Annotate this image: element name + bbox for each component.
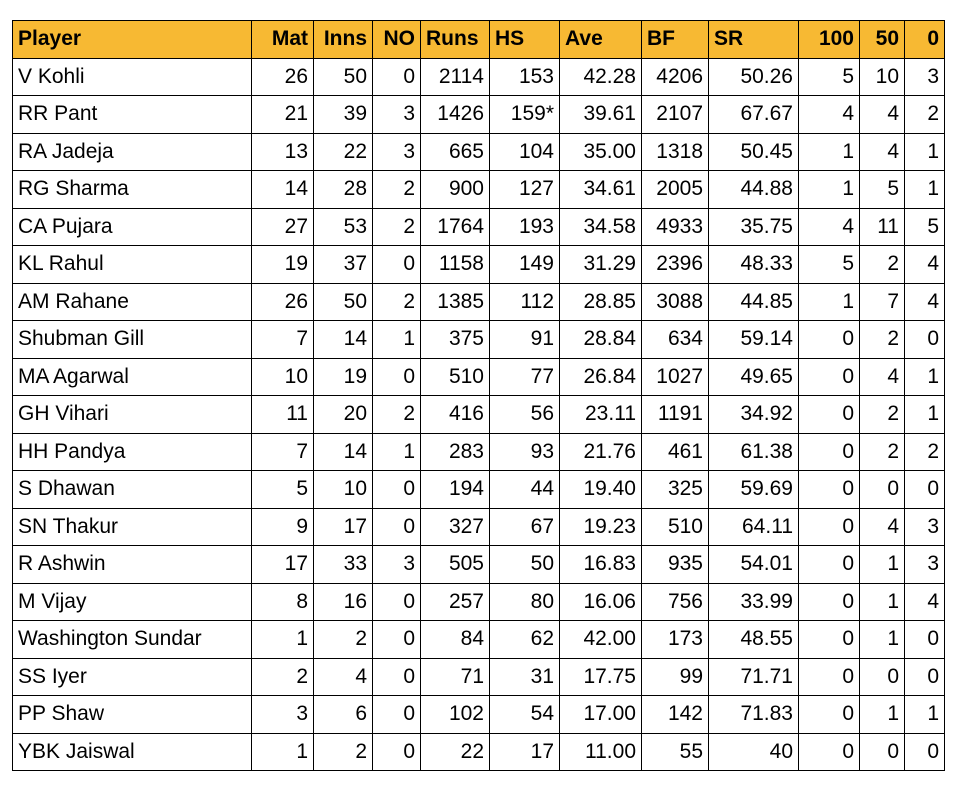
cell-fifties: 2 [860, 321, 905, 359]
cell-mat: 2 [252, 658, 314, 696]
cell-ave: 28.84 [560, 321, 642, 359]
cell-mat: 7 [252, 321, 314, 359]
table-row [13, 658, 945, 696]
cell-runs: 102 [421, 696, 490, 734]
column-header-hundreds: 100 [799, 21, 860, 59]
cell-hs: 56 [490, 396, 560, 434]
cell-fifties: 1 [860, 696, 905, 734]
cell-runs: 84 [421, 621, 490, 659]
cell-sr: 59.14 [709, 321, 799, 359]
cell-inns: 4 [314, 658, 373, 696]
column-header-fifties: 50 [860, 21, 905, 59]
cell-sr: 64.11 [709, 508, 799, 546]
cell-player: YBK Jaiswal [13, 733, 252, 771]
cell-hundreds: 0 [799, 621, 860, 659]
table-row [13, 433, 945, 471]
cell-player: RA Jadeja [13, 133, 252, 171]
cell-inns: 20 [314, 396, 373, 434]
cell-inns: 28 [314, 171, 373, 209]
cell-sr: 50.45 [709, 133, 799, 171]
cell-mat: 5 [252, 471, 314, 509]
cell-bf: 634 [642, 321, 709, 359]
cell-ducks: 1 [905, 133, 945, 171]
cell-sr: 67.67 [709, 96, 799, 134]
cell-no: 0 [373, 733, 421, 771]
cell-mat: 7 [252, 433, 314, 471]
cell-hs: 67 [490, 508, 560, 546]
cell-ave: 39.61 [560, 96, 642, 134]
cell-runs: 22 [421, 733, 490, 771]
cell-player: RR Pant [13, 96, 252, 134]
cell-sr: 71.83 [709, 696, 799, 734]
cell-hs: 93 [490, 433, 560, 471]
cell-fifties: 1 [860, 546, 905, 584]
cell-no: 3 [373, 546, 421, 584]
cell-sr: 71.71 [709, 658, 799, 696]
cell-player: Washington Sundar [13, 621, 252, 659]
cell-ducks: 0 [905, 471, 945, 509]
cell-fifties: 11 [860, 208, 905, 246]
cell-bf: 2005 [642, 171, 709, 209]
cell-ave: 35.00 [560, 133, 642, 171]
cell-ave: 16.83 [560, 546, 642, 584]
cell-sr: 40 [709, 733, 799, 771]
cell-ave: 11.00 [560, 733, 642, 771]
cell-hundreds: 0 [799, 658, 860, 696]
cell-no: 1 [373, 433, 421, 471]
cell-hundreds: 0 [799, 433, 860, 471]
cell-hundreds: 1 [799, 171, 860, 209]
column-header-player: Player [13, 21, 252, 59]
cell-no: 0 [373, 583, 421, 621]
table-row [13, 583, 945, 621]
column-header-bf: BF [642, 21, 709, 59]
column-header-hs: HS [490, 21, 560, 59]
cell-no: 3 [373, 96, 421, 134]
cell-runs: 416 [421, 396, 490, 434]
cell-hs: 50 [490, 546, 560, 584]
cell-hundreds: 0 [799, 696, 860, 734]
cell-runs: 257 [421, 583, 490, 621]
cell-fifties: 0 [860, 471, 905, 509]
cell-fifties: 4 [860, 358, 905, 396]
cell-no: 0 [373, 246, 421, 284]
cell-inns: 10 [314, 471, 373, 509]
cell-hundreds: 0 [799, 546, 860, 584]
cell-mat: 1 [252, 733, 314, 771]
cell-no: 3 [373, 133, 421, 171]
cell-ducks: 4 [905, 283, 945, 321]
cell-ducks: 3 [905, 546, 945, 584]
cell-ducks: 4 [905, 583, 945, 621]
table-row [13, 358, 945, 396]
cell-ducks: 0 [905, 321, 945, 359]
cell-hundreds: 4 [799, 96, 860, 134]
cell-fifties: 5 [860, 171, 905, 209]
cell-no: 0 [373, 621, 421, 659]
cell-player: CA Pujara [13, 208, 252, 246]
cell-hs: 112 [490, 283, 560, 321]
cell-ave: 26.84 [560, 358, 642, 396]
batting-stats-table [12, 20, 945, 771]
cell-hs: 17 [490, 733, 560, 771]
cell-hs: 31 [490, 658, 560, 696]
cell-player: SS Iyer [13, 658, 252, 696]
cell-hs: 104 [490, 133, 560, 171]
cell-fifties: 2 [860, 396, 905, 434]
cell-no: 0 [373, 471, 421, 509]
table-row [13, 546, 945, 584]
cell-runs: 510 [421, 358, 490, 396]
cell-player: KL Rahul [13, 246, 252, 284]
cell-bf: 2107 [642, 96, 709, 134]
cell-hs: 193 [490, 208, 560, 246]
cell-hs: 44 [490, 471, 560, 509]
cell-no: 2 [373, 171, 421, 209]
column-header-ave: Ave [560, 21, 642, 59]
cell-mat: 11 [252, 396, 314, 434]
cell-inns: 33 [314, 546, 373, 584]
cell-inns: 6 [314, 696, 373, 734]
cell-mat: 17 [252, 546, 314, 584]
cell-fifties: 1 [860, 621, 905, 659]
cell-runs: 375 [421, 321, 490, 359]
cell-sr: 59.69 [709, 471, 799, 509]
cell-hs: 127 [490, 171, 560, 209]
cell-mat: 21 [252, 96, 314, 134]
cell-no: 2 [373, 396, 421, 434]
column-header-no: NO [373, 21, 421, 59]
cell-hundreds: 1 [799, 133, 860, 171]
cell-runs: 283 [421, 433, 490, 471]
cell-no: 0 [373, 658, 421, 696]
cell-inns: 19 [314, 358, 373, 396]
cell-runs: 1385 [421, 283, 490, 321]
cell-inns: 50 [314, 58, 373, 96]
table-row [13, 171, 945, 209]
cell-player: SN Thakur [13, 508, 252, 546]
cell-sr: 48.55 [709, 621, 799, 659]
cell-fifties: 0 [860, 658, 905, 696]
cell-ducks: 0 [905, 658, 945, 696]
cell-ducks: 2 [905, 96, 945, 134]
column-header-mat: Mat [252, 21, 314, 59]
cell-runs: 1426 [421, 96, 490, 134]
cell-ave: 19.23 [560, 508, 642, 546]
cell-hundreds: 5 [799, 58, 860, 96]
column-header-sr: SR [709, 21, 799, 59]
cell-bf: 1318 [642, 133, 709, 171]
cell-mat: 1 [252, 621, 314, 659]
cell-bf: 756 [642, 583, 709, 621]
cell-sr: 44.88 [709, 171, 799, 209]
cell-ave: 17.00 [560, 696, 642, 734]
cell-ducks: 5 [905, 208, 945, 246]
cell-inns: 53 [314, 208, 373, 246]
cell-no: 1 [373, 321, 421, 359]
table-body [13, 58, 945, 771]
cell-mat: 8 [252, 583, 314, 621]
cell-ave: 34.58 [560, 208, 642, 246]
table-row [13, 621, 945, 659]
cell-ducks: 0 [905, 733, 945, 771]
cell-bf: 2396 [642, 246, 709, 284]
cell-ave: 23.11 [560, 396, 642, 434]
cell-hs: 159* [490, 96, 560, 134]
column-header-runs: Runs [421, 21, 490, 59]
cell-fifties: 2 [860, 246, 905, 284]
cell-mat: 9 [252, 508, 314, 546]
cell-sr: 54.01 [709, 546, 799, 584]
cell-mat: 10 [252, 358, 314, 396]
cell-hs: 80 [490, 583, 560, 621]
cell-mat: 13 [252, 133, 314, 171]
cell-runs: 1158 [421, 246, 490, 284]
cell-ave: 16.06 [560, 583, 642, 621]
cell-no: 0 [373, 358, 421, 396]
cell-no: 0 [373, 58, 421, 96]
cell-fifties: 7 [860, 283, 905, 321]
cell-bf: 935 [642, 546, 709, 584]
cell-bf: 1027 [642, 358, 709, 396]
table-row [13, 321, 945, 359]
cell-ducks: 1 [905, 358, 945, 396]
cell-mat: 26 [252, 283, 314, 321]
cell-ave: 42.00 [560, 621, 642, 659]
cell-hs: 153 [490, 58, 560, 96]
cell-inns: 14 [314, 321, 373, 359]
cell-hundreds: 0 [799, 508, 860, 546]
cell-runs: 2114 [421, 58, 490, 96]
cell-no: 0 [373, 508, 421, 546]
cell-ave: 42.28 [560, 58, 642, 96]
cell-runs: 505 [421, 546, 490, 584]
table-row [13, 508, 945, 546]
cell-inns: 22 [314, 133, 373, 171]
cell-player: S Dhawan [13, 471, 252, 509]
cell-mat: 26 [252, 58, 314, 96]
cell-bf: 461 [642, 433, 709, 471]
cell-sr: 35.75 [709, 208, 799, 246]
cell-hundreds: 5 [799, 246, 860, 284]
cell-ave: 31.29 [560, 246, 642, 284]
cell-hundreds: 1 [799, 283, 860, 321]
cell-sr: 48.33 [709, 246, 799, 284]
table-row [13, 246, 945, 284]
cell-runs: 71 [421, 658, 490, 696]
cell-bf: 142 [642, 696, 709, 734]
cell-hundreds: 4 [799, 208, 860, 246]
cell-hundreds: 0 [799, 471, 860, 509]
cell-ave: 19.40 [560, 471, 642, 509]
cell-mat: 14 [252, 171, 314, 209]
cell-ducks: 2 [905, 433, 945, 471]
table-row [13, 96, 945, 134]
table-row [13, 58, 945, 96]
cell-inns: 14 [314, 433, 373, 471]
cell-ducks: 3 [905, 58, 945, 96]
cell-bf: 173 [642, 621, 709, 659]
cell-runs: 327 [421, 508, 490, 546]
cell-fifties: 10 [860, 58, 905, 96]
cell-bf: 3088 [642, 283, 709, 321]
cell-player: HH Pandya [13, 433, 252, 471]
table-row [13, 396, 945, 434]
cell-sr: 34.92 [709, 396, 799, 434]
cell-player: PP Shaw [13, 696, 252, 734]
cell-player: M Vijay [13, 583, 252, 621]
column-header-ducks: 0 [905, 21, 945, 59]
cell-ducks: 1 [905, 171, 945, 209]
cell-inns: 17 [314, 508, 373, 546]
cell-no: 2 [373, 208, 421, 246]
header-row [13, 21, 945, 59]
table-row [13, 471, 945, 509]
cell-inns: 50 [314, 283, 373, 321]
table-row [13, 696, 945, 734]
table-row [13, 733, 945, 771]
cell-fifties: 4 [860, 508, 905, 546]
cell-player: RG Sharma [13, 171, 252, 209]
cell-fifties: 1 [860, 583, 905, 621]
cell-sr: 61.38 [709, 433, 799, 471]
cell-player: GH Vihari [13, 396, 252, 434]
cell-hs: 91 [490, 321, 560, 359]
cell-ducks: 1 [905, 396, 945, 434]
cell-ducks: 3 [905, 508, 945, 546]
cell-player: V Kohli [13, 58, 252, 96]
cell-runs: 665 [421, 133, 490, 171]
cell-hs: 54 [490, 696, 560, 734]
cell-hundreds: 0 [799, 733, 860, 771]
cell-player: Shubman Gill [13, 321, 252, 359]
cell-runs: 1764 [421, 208, 490, 246]
table-row [13, 283, 945, 321]
cell-inns: 2 [314, 733, 373, 771]
table-row [13, 208, 945, 246]
cell-player: MA Agarwal [13, 358, 252, 396]
cell-mat: 19 [252, 246, 314, 284]
cell-ducks: 0 [905, 621, 945, 659]
column-header-inns: Inns [314, 21, 373, 59]
cell-bf: 4206 [642, 58, 709, 96]
cell-fifties: 2 [860, 433, 905, 471]
cell-no: 2 [373, 283, 421, 321]
table-row [13, 133, 945, 171]
cell-fifties: 0 [860, 733, 905, 771]
cell-sr: 44.85 [709, 283, 799, 321]
cell-hs: 77 [490, 358, 560, 396]
cell-bf: 1191 [642, 396, 709, 434]
cell-no: 0 [373, 696, 421, 734]
cell-inns: 39 [314, 96, 373, 134]
cell-hundreds: 0 [799, 321, 860, 359]
cell-inns: 37 [314, 246, 373, 284]
cell-ave: 17.75 [560, 658, 642, 696]
cell-runs: 194 [421, 471, 490, 509]
cell-ave: 28.85 [560, 283, 642, 321]
cell-ave: 34.61 [560, 171, 642, 209]
cell-inns: 16 [314, 583, 373, 621]
cell-sr: 50.26 [709, 58, 799, 96]
cell-hundreds: 0 [799, 358, 860, 396]
cell-sr: 49.65 [709, 358, 799, 396]
cell-bf: 99 [642, 658, 709, 696]
cell-hundreds: 0 [799, 396, 860, 434]
cell-fifties: 4 [860, 133, 905, 171]
cell-bf: 510 [642, 508, 709, 546]
cell-ducks: 4 [905, 246, 945, 284]
cell-hs: 62 [490, 621, 560, 659]
cell-runs: 900 [421, 171, 490, 209]
cell-player: R Ashwin [13, 546, 252, 584]
cell-hs: 149 [490, 246, 560, 284]
cell-ave: 21.76 [560, 433, 642, 471]
cell-ducks: 1 [905, 696, 945, 734]
cell-player: AM Rahane [13, 283, 252, 321]
cell-sr: 33.99 [709, 583, 799, 621]
cell-fifties: 4 [860, 96, 905, 134]
cell-bf: 55 [642, 733, 709, 771]
cell-hundreds: 0 [799, 583, 860, 621]
cell-mat: 27 [252, 208, 314, 246]
cell-mat: 3 [252, 696, 314, 734]
cell-bf: 4933 [642, 208, 709, 246]
cell-inns: 2 [314, 621, 373, 659]
cell-bf: 325 [642, 471, 709, 509]
